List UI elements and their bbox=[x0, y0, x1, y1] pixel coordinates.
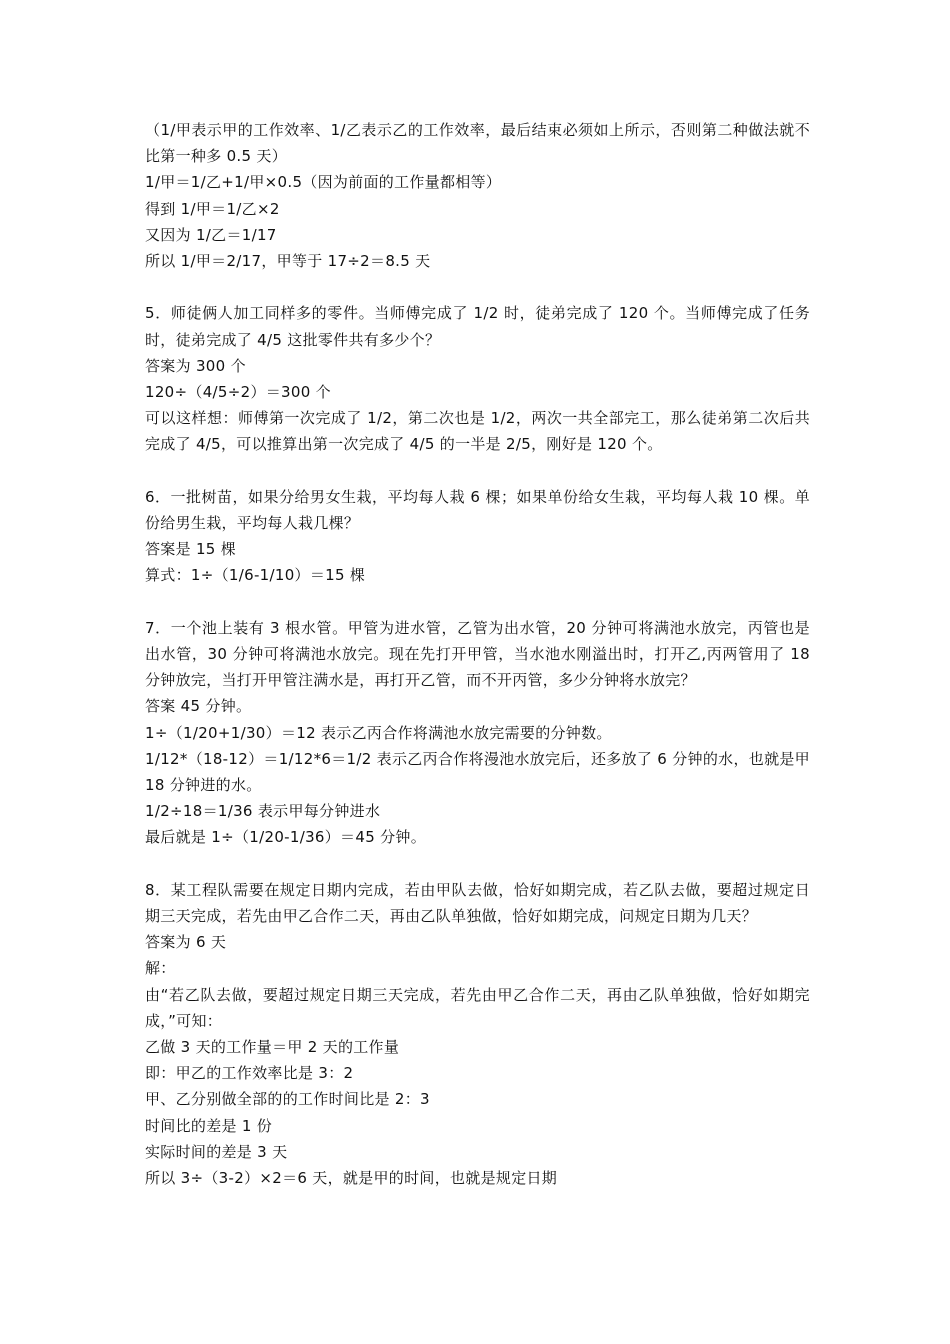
section-gap bbox=[145, 589, 810, 615]
problem-7-step-2: 1/12*（18-12）＝1/12*6＝1/2 表示乙丙合作将漫池水放完后，还多放了 6 分钟的水，也就是甲 18 分钟进的水。 bbox=[145, 749, 810, 795]
problem-5 bbox=[145, 300, 810, 457]
intro-equation: 1/甲＝1/乙+1/甲×0.5（因为前面的工作量都相等） bbox=[145, 173, 502, 192]
problem-7-step-3: 1/2÷18＝1/36 表示甲每分钟进水 bbox=[145, 802, 381, 821]
problem-5-formula: 120÷（4/5÷2）＝300 个 bbox=[145, 383, 331, 402]
problem-8-step-3: 即：甲乙的工作效率比是 3：2 bbox=[145, 1064, 354, 1083]
intro-result: 得到 1/甲＝1/乙×2 bbox=[145, 199, 280, 218]
problem-7 bbox=[145, 615, 810, 851]
problem-5-question: 5．师徒俩人加工同样多的零件。当师傅完成了 1/2 时，徒弟完成了 120 个。当师傅完成了任务时，徒弟完成了 4/5 这批零件共有多少个？ bbox=[145, 304, 810, 349]
intro-note: （1/甲表示甲的工作效率、1/乙表示乙的工作效率，最后结束必须如上所示，否则第二种做法就不比第一种多 0.5 天） bbox=[145, 121, 810, 166]
problem-8-answer: 答案为 6 天 bbox=[145, 933, 227, 952]
intro-conclusion: 所以 1/甲＝2/17，甲等于 17÷2＝8.5 天 bbox=[145, 252, 431, 271]
problem-8-step-4: 甲、乙分别做全部的的工作时间比是 2：3 bbox=[145, 1090, 430, 1109]
document-body bbox=[145, 117, 810, 1191]
problem-7-step-1: 1÷（1/20+1/30）＝12 表示乙丙合作将满池水放完需要的分钟数。 bbox=[145, 723, 612, 742]
problem-6-formula: 算式：1÷（1/6-1/10）＝15 棵 bbox=[145, 566, 366, 585]
problem-7-answer: 答案 45 分钟。 bbox=[145, 697, 252, 716]
problem-8-conclusion: 所以 3÷（3-2）×2＝6 天，就是甲的时间，也就是规定日期 bbox=[145, 1169, 558, 1188]
problem-6-answer: 答案是 15 棵 bbox=[145, 540, 237, 559]
section-gap bbox=[145, 458, 810, 484]
problem-7-step-4: 最后就是 1÷（1/20-1/36）＝45 分钟。 bbox=[145, 828, 427, 847]
problem-6-question: 6．一批树苗，如果分给男女生栽，平均每人栽 6 棵；如果单份给女生栽，平均每人栽 10 棵。单份给男生栽，平均每人栽几棵？ bbox=[145, 487, 810, 533]
problem-8-step-1: 由“若乙队去做，要超过规定日期三天完成，若先由甲乙合作二天，再由乙队单独做，恰好如期完成，”可知： bbox=[145, 985, 810, 1030]
intro-known: 又因为 1/乙＝1/17 bbox=[145, 225, 277, 244]
problem-8 bbox=[145, 877, 810, 1191]
problem-8-question: 8．某工程队需要在规定日期内完成，若由甲队去做，恰好如期完成，若乙队去做，要超过规定日期三天完成，若先由甲乙合作二天，再由乙队单独做，恰好如期完成，问规定日期为几天？ bbox=[145, 880, 810, 926]
problem-5-explanation: 可以这样想：师傅第一次完成了 1/2，第二次也是 1/2，两次一共全部完工，那么徒弟第二次后共完成了 4/5，可以推算出第一次完成了 4/5 的一半是 2/5，刚好是 120 个。 bbox=[145, 409, 810, 454]
problem-8-step-2: 乙做 3 天的工作量＝甲 2 天的工作量 bbox=[145, 1038, 400, 1057]
problem-6 bbox=[145, 484, 810, 589]
problem-8-solution-label: 解： bbox=[145, 959, 176, 978]
problem-8-step-6: 实际时间的差是 3 天 bbox=[145, 1142, 288, 1161]
problem-5-answer: 答案为 300 个 bbox=[145, 356, 246, 375]
problem-7-question: 7．一个池上装有 3 根水管。甲管为进水管，乙管为出水管，20 分钟可将满池水放完，丙管也是出水管，30 分钟可将满池水放完。现在先打开甲管，当水池水刚溢出时，打开乙,丙两管用了 18 分钟放完，当打开甲管注满水是，再打开乙管，而不开丙管，多少分钟将水放完？ bbox=[145, 618, 810, 690]
intro-section bbox=[145, 117, 810, 274]
problem-8-step-5: 时间比的差是 1 份 bbox=[145, 1116, 273, 1135]
section-gap bbox=[145, 274, 810, 300]
section-gap bbox=[145, 851, 810, 877]
